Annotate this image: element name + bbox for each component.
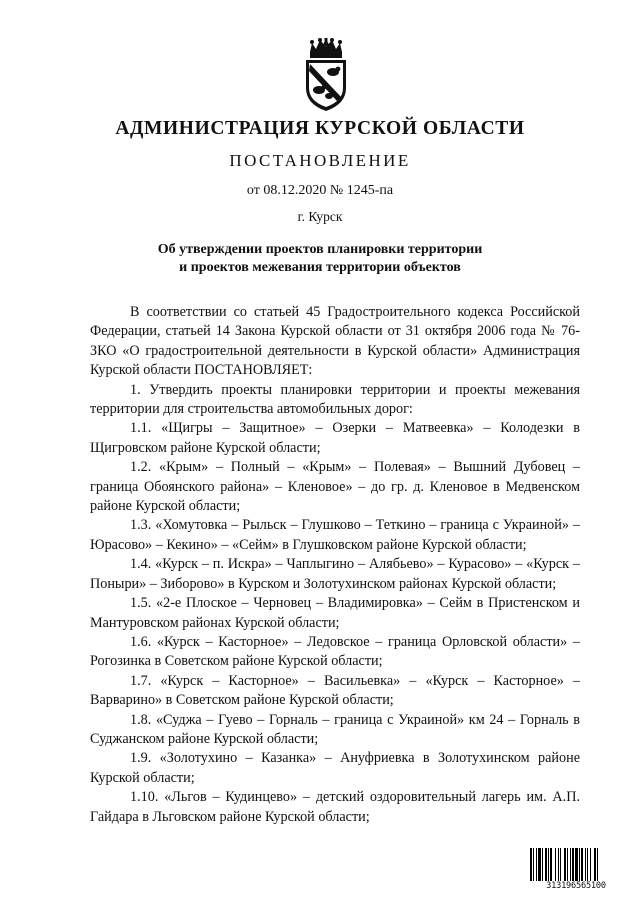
clause-1-1: 1.1. «Щигры – Защитное» – Озерки – Матвеевка» – Колодезки в Щигровском районе Курской области; xyxy=(90,420,580,456)
document-subject xyxy=(80,241,560,277)
clause-1-4: 1.4. «Курск – п. Искра» – Чаплыгино – Алябьево» – Курасово» – «Курск – Поныри» – Зиборово» в Курском и Золотухинском районах Курской области; xyxy=(90,556,580,592)
barcode xyxy=(530,848,622,894)
organization-title: АДМИНИСТРАЦИЯ КУРСКОЙ ОБЛАСТИ xyxy=(115,118,525,139)
subject-line-1: Об утверждении проектов планировки территории xyxy=(157,242,483,257)
clause-1-2: 1.2. «Крым» – Полный – «Крым» – Полевая» – Вышний Дубовец – граница Обоянского района» – Кленовое» – до гр. д. Кленовое в Медвенском районе Курской области; xyxy=(90,459,580,515)
coat-of-arms-emblem xyxy=(300,38,352,112)
clause-1-6: 1.6. «Курск – Касторное» – Ледовское – граница Орловской области» – Рогозинка в Советском районе Курской области; xyxy=(90,633,580,670)
clause-1-7: 1.7. «Курск – Касторное» – Васильевка» – «Курск – Касторное» – Варварино» в Советском районе Курской области; xyxy=(90,672,580,709)
document-body xyxy=(90,303,580,827)
document-city: г. Курск xyxy=(297,209,343,224)
preamble-paragraph: В соответствии со статьей 45 Градостроительного кодекса Российской Федерации, статьей 14 Закона Курской области от 31 октября 2006 года № 76-ЗКО «О градостроительной деятельности в Курской области» Администрация Курской области ПОСТАНОВЛЯЕТ: xyxy=(90,304,580,379)
clause-1-10: 1.10. «Льгов – Кудинцево» – детский оздоровительный лагерь им. А.П. Гайдара в Льговском районе Курской области; xyxy=(90,789,580,825)
document-type-heading: ПОСТАНОВЛЕНИЕ xyxy=(229,151,411,170)
clause-1-8: 1.8. «Суджа – Гуево – Горналь – граница с Украиной» км 24 – Горналь в Суджанском районе Курской области; xyxy=(90,711,580,747)
barcode-number: 313196565100 xyxy=(530,881,622,891)
clause-1-5: 1.5. «2-е Плоское – Черновец – Владимировка» – Сейм в Пристенском и Мантуровском районах Курской области; xyxy=(90,595,580,631)
barcode-bars xyxy=(530,848,622,882)
subject-line-2: и проектов межевания территории объектов xyxy=(179,260,461,275)
clause-1: 1. Утвердить проекты планировки территории и проекты межевания территории для строительства автомобильных дорог: xyxy=(90,381,580,418)
document-date-number: от 08.12.2020 № 1245-па xyxy=(246,183,394,198)
clause-1-9: 1.9. «Золотухино – Казанка» – Ануфриевка в Золотухинском районе Курской области; xyxy=(90,750,580,786)
clause-1-3: 1.3. «Хомутовка – Рыльск – Глушково – Теткино – граница с Украиной» – Юрасово» – Кекино» – «Сейм» в Глушковском районе Курской области; xyxy=(90,517,580,553)
